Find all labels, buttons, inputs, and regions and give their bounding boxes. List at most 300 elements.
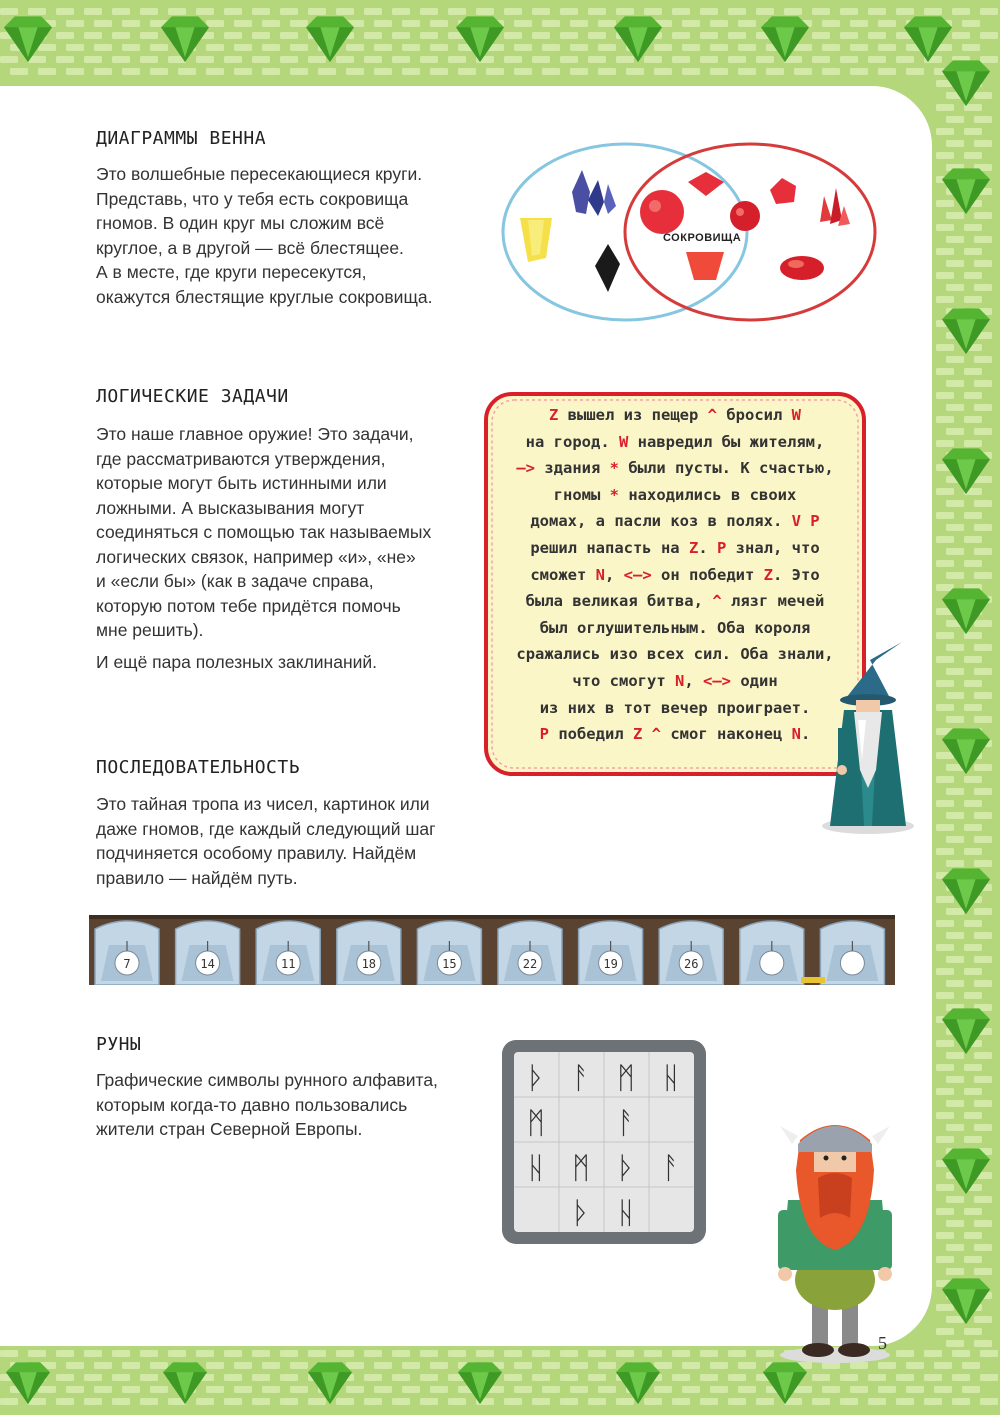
sequence-step [256,921,320,985]
puzzle-text-segment: сражались изо всех сил. Оба знали, [516,645,834,664]
brick-tile [38,44,56,51]
puzzle-text-segment: лязг мечей [721,592,825,611]
rune-glyph: ᛗ [617,1061,635,1096]
brick-tile [672,1398,690,1405]
brick-tile [56,1374,74,1381]
logic-symbol: W [619,432,629,451]
brick-tile [672,1350,690,1357]
puzzle-text-segment: сможет [530,565,596,584]
brick-tile [936,200,954,207]
brick-tile [936,248,954,255]
brick-tile [682,20,700,27]
brick-tile [672,32,690,39]
brick-tile [756,1398,774,1405]
brick-tile [728,1350,746,1357]
logic-symbol: Z [549,406,559,424]
brick-tile [542,68,560,75]
brick-tile [84,56,102,63]
sequence-step [337,921,401,985]
text-line: жители стран Северной Европы. [96,1119,363,1139]
brick-tile [946,1076,964,1083]
brick-tile [56,1398,74,1405]
brick-tile [84,1374,102,1381]
brick-tile [936,1064,954,1071]
brick-tile [936,104,954,111]
puzzle-text-segment: . [698,538,717,557]
brick-tile [794,68,812,75]
brick-tile [280,32,298,39]
brick-tile [946,980,964,987]
sequence-step [740,921,804,985]
brick-tile [946,236,964,243]
text-line: которые могут быть истинными или [96,473,387,493]
brick-tile [66,44,84,51]
brick-tile [964,800,982,807]
brick-tile [946,1052,964,1059]
text-line: Представь, что у тебя есть сокровища [96,188,409,209]
brick-tile [936,968,954,975]
brick-tile [964,1064,982,1071]
brick-tile [644,8,662,15]
brick-tile [896,1374,914,1381]
brick-tile [598,20,616,27]
brick-tile [570,1386,588,1393]
brick-tile [756,8,774,15]
brick-tile [38,68,56,75]
rune-glyph: ᚨ [572,1061,590,1096]
brick-tile [962,44,980,51]
text-line: логических связок, например «и», «не» [96,546,416,567]
brick-tile [38,1386,56,1393]
brick-tile [0,8,18,15]
brick-tile [374,1362,392,1369]
brick-tile [822,1386,840,1393]
logic-symbol: Z [688,538,699,557]
brick-tile [504,1350,522,1357]
brick-tile [974,500,992,507]
brick-tile [514,68,532,75]
brick-tile [974,932,992,939]
brick-tile [66,20,84,27]
brick-tile [346,44,364,51]
sequence-text [96,792,435,890]
brick-tile [962,1386,980,1393]
brick-tile [140,1374,158,1381]
brick-tile [924,8,942,15]
brick-tile [504,8,522,15]
sequence-step [659,921,723,985]
brick-tile [206,1386,224,1393]
brick-tile [974,92,992,99]
brick-tile [738,20,756,27]
brick-tile [374,68,392,75]
gem-icon [163,1362,207,1404]
brick-tile [56,1350,74,1357]
brick-tile [700,56,718,63]
text-line: Это тайная тропа из чисел, картинок или [96,794,430,814]
brick-tile [392,1350,410,1357]
puzzle-text-segment: знал, что [726,538,820,557]
text-line: Это наше главное оружие! Это задачи, [96,424,414,444]
brick-tile [112,1350,130,1357]
brick-tile [964,152,982,159]
brick-tile [964,776,982,783]
brick-tile [850,68,868,75]
brick-tile [346,68,364,75]
rune-glyph: ᚨ [662,1151,680,1186]
brick-tile [964,824,982,831]
brick-tile [964,224,982,231]
brick-tile [206,44,224,51]
puzzle-text-segment: что смогут [572,671,675,690]
puzzle-line [493,535,857,562]
brick-tile [936,272,954,279]
brick-tile [974,1220,992,1227]
brick-tile [974,140,992,147]
brick-tile [94,44,112,51]
brick-tile [346,1362,364,1369]
brick-tile [420,8,438,15]
brick-tile [94,1362,112,1369]
text-line: Это волшебные пересекающиеся круги. [96,164,423,184]
brick-tile [964,656,982,663]
brick-tile [430,68,448,75]
brick-tile [964,632,982,639]
brick-tile [308,56,326,63]
brick-tile [588,56,606,63]
brick-tile [974,1316,992,1323]
brick-tile [812,1398,830,1405]
brick-tile [252,1350,270,1357]
gem-icon [6,1362,50,1404]
brick-tile [262,44,280,51]
brick-tile [308,1398,326,1405]
text-line: А в месте, где круги пересекутся, [96,262,367,282]
number-disc [840,951,864,975]
gem-icon [616,1362,660,1404]
puzzle-text [493,402,857,748]
brick-tile [934,1362,952,1369]
text-line: где рассматриваются утверждения, [96,448,386,469]
brick-tile [140,32,158,39]
brick-tile [952,1398,970,1405]
brick-tile [122,1386,140,1393]
brick-tile [936,800,954,807]
puzzle-text-segment: он победит [651,565,764,584]
brick-tile [974,404,992,411]
brick-tile [308,8,326,15]
red-stone-icon [780,256,824,280]
brick-tile [514,44,532,51]
brick-tile [364,8,382,15]
brick-tile [794,44,812,51]
puzzle-text-segment: были пусты. К счастью, [619,459,834,478]
brick-tile [974,236,992,243]
logic-symbol: <—> [703,671,731,690]
brick-tile [84,8,102,15]
brick-tile [738,68,756,75]
brick-tile [952,1374,970,1381]
brick-tile [964,248,982,255]
brick-tile [868,56,886,63]
brick-tile [290,44,308,51]
brick-tile [974,812,992,819]
brick-tile [140,1398,158,1405]
brick-tile [290,1362,308,1369]
brick-tile [532,32,550,39]
brick-tile [964,1328,982,1335]
brick-tile [964,440,982,447]
brick-tile [700,1350,718,1357]
brick-tile [140,8,158,15]
brick-tile [936,536,954,543]
brick-tile [336,56,354,63]
brick-tile [936,488,954,495]
brick-tile [964,560,982,567]
brick-tile [392,56,410,63]
sequence-number: 15 [442,957,457,971]
brick-tile [964,1088,982,1095]
brick-tile [936,944,954,951]
brick-tile [112,1374,130,1381]
brick-tile [654,1386,672,1393]
brick-tile [878,20,896,27]
brick-tile [150,44,168,51]
gem-icon [306,16,354,62]
brick-tile [542,1386,560,1393]
text-line: даже гномов, где каждый следующий шаг [96,818,436,839]
brick-tile [280,8,298,15]
brick-tile [374,20,392,27]
logic-symbol: * [609,459,620,478]
brick-tile [936,704,954,711]
brick-tile [946,716,964,723]
brick-tile [654,68,672,75]
brick-tile [234,68,252,75]
puzzle-line [493,695,857,722]
brick-tile [66,1386,84,1393]
brick-tile [112,32,130,39]
brick-tile [430,20,448,27]
brick-tile [936,920,954,927]
brick-tile [626,68,644,75]
brick-tile [964,848,982,855]
puzzle-line [493,615,857,642]
brick-tile [336,8,354,15]
brick-tile [654,44,672,51]
puzzle-line [493,562,857,589]
brick-tile [946,284,964,291]
brick-tile [710,44,728,51]
brick-tile [878,44,896,51]
brick-tile [840,8,858,15]
brick-tile [980,1350,998,1357]
brick-tile [868,8,886,15]
brick-tile [616,8,634,15]
red-pentagon-gem-icon [770,178,796,204]
brick-tile [84,32,102,39]
venn-title: ДИАГРАММЫ ВЕННА [96,128,267,149]
brick-tile [964,992,982,999]
brick-tile [850,1386,868,1393]
brick-tile [28,8,46,15]
brick-tile [974,1076,992,1083]
brick-tile [936,152,954,159]
brick-tile [140,1350,158,1357]
puzzle-text-segment: смог наконец [661,725,792,744]
brick-tile [974,764,992,771]
puzzle-text-segment: , [605,565,624,584]
puzzle-text-segment: . Это [773,565,820,584]
brick-tile [946,260,964,267]
brick-tile [140,56,158,63]
puzzle-text-segment: здания [535,459,610,478]
runes-grid [500,1038,708,1246]
brick-tile [946,812,964,819]
brick-tile [234,1362,252,1369]
puzzle-text-segment: решил напасть на [530,538,689,557]
brick-tile [504,1374,522,1381]
brick-tile [936,344,954,351]
gem-icon [458,1362,502,1404]
brick-tile [112,1398,130,1405]
brick-tile [868,1374,886,1381]
brick-tile [336,1398,354,1405]
brick-tile [504,32,522,39]
brick-tile [644,1350,662,1357]
brick-tile [224,56,242,63]
brick-tile [700,8,718,15]
text-line: Графические символы рунного алфавита, [96,1070,438,1090]
brick-tile [794,1386,812,1393]
brick-tile [964,944,982,951]
logic-symbol: N [595,565,605,584]
brick-tile [196,56,214,63]
logic-symbol: ^ [707,406,717,424]
brick-tile [974,836,992,843]
brick-tile [962,20,980,27]
brick-tile [94,1386,112,1393]
brick-tile [598,68,616,75]
brick-tile [906,1362,924,1369]
brick-tile [812,1374,830,1381]
brick-tile [738,1386,756,1393]
gem-icon [456,16,504,62]
brick-tile [532,1398,550,1405]
puzzle-text-segment: бросил [717,406,792,424]
puzzle-line [493,482,857,509]
brick-tile [936,416,954,423]
sequence-step [176,921,240,985]
rune-glyph: ᚦ [527,1061,545,1096]
brick-tile [934,1386,952,1393]
sequence-number: 26 [683,957,699,971]
brick-tile [588,1350,606,1357]
brick-tile [936,392,954,399]
brick-tile [906,1386,924,1393]
brick-tile [588,1398,606,1405]
brick-tile [710,1362,728,1369]
brick-tile [570,1362,588,1369]
brick-tile [936,824,954,831]
brick-tile [420,1398,438,1405]
brick-tile [936,512,954,519]
brick-tile [964,1256,982,1263]
brick-tile [280,56,298,63]
brick-tile [896,8,914,15]
brick-tile [66,68,84,75]
brick-tile [728,32,746,39]
brick-tile [710,1386,728,1393]
rune-glyph: ᛗ [572,1151,590,1186]
brick-tile [224,32,242,39]
brick-tile [672,8,690,15]
brick-tile [234,44,252,51]
brick-tile [896,56,914,63]
brick-tile [420,56,438,63]
brick-tile [964,1232,982,1239]
brick-tile [560,1350,578,1357]
brick-tile [710,20,728,27]
brick-tile [936,1184,954,1191]
brick-tile [252,32,270,39]
brick-tile [262,1386,280,1393]
brick-tile [974,716,992,723]
brick-tile [262,20,280,27]
brick-tile [252,1398,270,1405]
sequence-step [498,921,562,985]
brick-tile [280,1398,298,1405]
sequence-number: 11 [280,957,296,971]
brick-tile [420,1374,438,1381]
number-disc [760,951,784,975]
logic-symbol: <—> [623,565,652,584]
gem-icon [942,868,990,914]
sequence-number: 14 [200,957,215,971]
brick-tile [112,56,130,63]
brick-tile [936,680,954,687]
brick-tile [542,1362,560,1369]
rune-glyph: ᚺ [617,1196,635,1231]
brick-tile [308,1350,326,1357]
brick-tile [868,1398,886,1405]
sequence-strip [89,915,895,985]
sequence-step [417,921,481,985]
page-number: 5 [878,1333,887,1353]
brick-tile [974,1124,992,1131]
brick-tile [616,56,634,63]
brick-tile [262,1362,280,1369]
brick-tile [812,8,830,15]
brick-tile [964,536,982,543]
brick-tile [952,32,970,39]
brick-tile [700,1374,718,1381]
brick-tile [560,1374,578,1381]
brick-tile [946,116,964,123]
brick-tile [946,1268,964,1275]
brick-tile [318,68,336,75]
brick-tile [738,1362,756,1369]
brick-tile [290,20,308,27]
brick-tile [682,1362,700,1369]
venn-label-treasures: СОКРОВИЩА [663,232,742,244]
brick-tile [906,68,924,75]
brick-tile [570,68,588,75]
brick-tile [964,392,982,399]
runes-title: РУНЫ [96,1034,142,1055]
brick-tile [980,1398,998,1405]
brick-tile [946,380,964,387]
